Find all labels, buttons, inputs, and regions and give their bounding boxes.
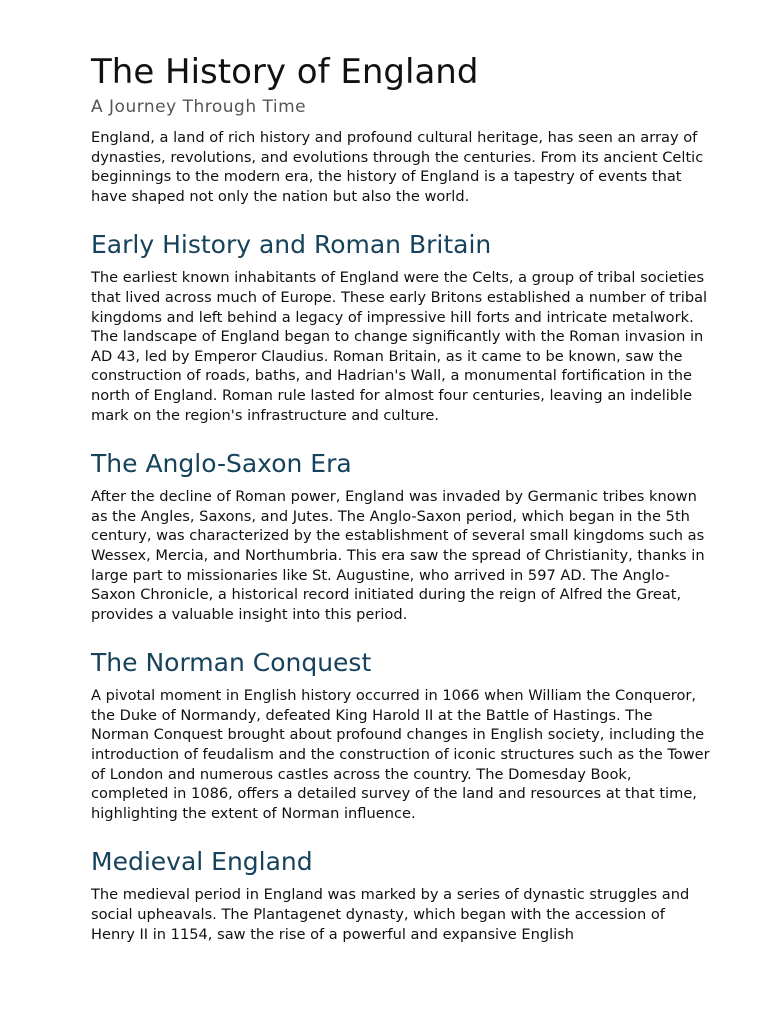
section-heading-norman-conquest: The Norman Conquest: [91, 648, 372, 678]
page-subtitle: A Journey Through Time: [91, 97, 307, 117]
section-paragraph-norman-conquest: A pivotal moment in English history occurred in 1066 when William the Conqueror, the Duke of Normandy, defeated King Harold II at the Battle of Hastings. The Norman Conquest brought about profound changes in English society, including the introduction of feudalism and the construction of iconic structures such as the Tower of London and numerous castles across the country. The Domesday Book, completed in 1086, offers a detailed survey of the land and resources at that time, highlighting the extent of Norman influence.: [91, 687, 710, 822]
section-paragraph-medieval: The medieval period in England was marked by a series of dynastic struggles and social upheavals. The Plantagenet dynasty, which began with the accession of Henry II in 1154, saw the rise of a powerful and expansive English: [91, 886, 690, 943]
section-heading-anglo-saxon: The Anglo-Saxon Era: [91, 449, 352, 479]
section-heading-early-history: Early History and Roman Britain: [91, 230, 492, 260]
page-title: The History of England: [91, 52, 479, 92]
section-heading-medieval: Medieval England: [91, 847, 313, 877]
section-paragraph-anglo-saxon: After the decline of Roman power, England was invaded by Germanic tribes known as the Angles, Saxons, and Jutes. The Anglo-Saxon period, which began in the 5th century, was characterized by the establishment of several small kingdoms such as Wessex, Mercia, and Northumbria. This era saw the spread of Christianity, thanks in large part to missionaries like St. Augustine, who arrived in 597 AD. The Anglo-Saxon Chronicle, a historical record initiated during the reign of Alfred the Great, provides a valuable insight into this period.: [91, 488, 705, 623]
intro-paragraph: England, a land of rich history and profound cultural heritage, has seen an array of dynasties, revolutions, and evolutions through the centuries. From its ancient Celtic beginnings to the modern era, the history of England is a tapestry of events that have shaped not only the nation but also the world.: [91, 129, 704, 205]
section-paragraph-early-history: The earliest known inhabitants of England were the Celts, a group of tribal societies that lived across much of Europe. These early Britons established a number of tribal kingdoms and left behind a legacy of impressive hill forts and intricate metalwork. The landscape of England began to change significantly with the Roman invasion in AD 43, led by Emperor Claudius. Roman Britain, as it came to be known, saw the construction of roads, baths, and Hadrian's Wall, a monumental fortification in the north of England. Roman rule lasted for almost four centuries, leaving an indelible mark on the region's infrastructure and culture.: [91, 269, 708, 424]
